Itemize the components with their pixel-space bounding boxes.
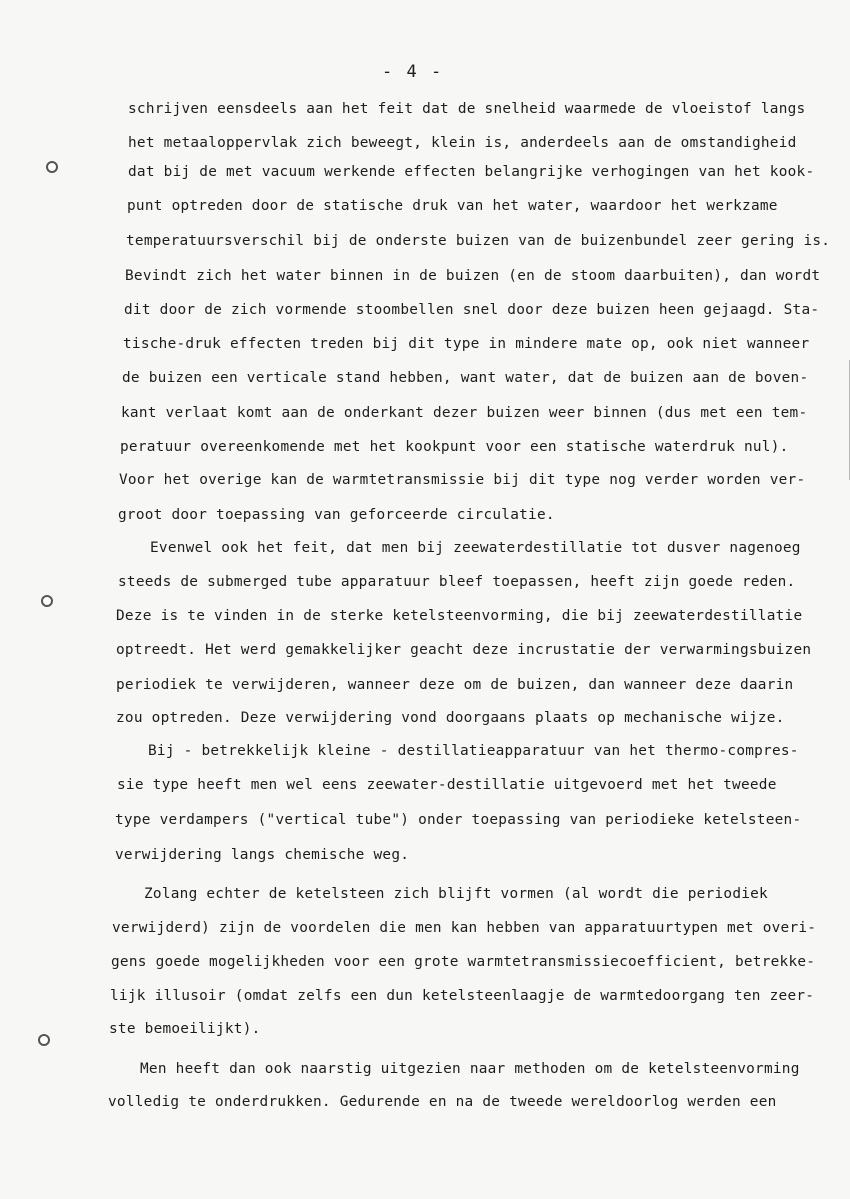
text-line: tische-druk effecten treden bij dit type in mindere mate op, ook niet wanneer xyxy=(123,336,810,352)
text-line: periodiek te verwijderen, wanneer deze om de buizen, dan wanneer deze daarin xyxy=(116,677,794,693)
text-line: volledig te onderdrukken. Gedurende en na de tweede wereldoorlog werden een xyxy=(108,1094,777,1110)
text-line: groot door toepassing van geforceerde circulatie. xyxy=(118,507,555,523)
text-line: punt optreden door de statische druk van het water, waardoor het werkzame xyxy=(127,198,778,214)
text-line: Bij - betrekkelijk kleine - destillatieapparatuur van het thermo-compres- xyxy=(148,743,799,759)
text-line: Voor het overige kan de warmtetransmissie bij dit type nog verder worden ver- xyxy=(119,472,806,488)
text-line: ste bemoeilijkt). xyxy=(109,1021,261,1037)
text-line: verwijderd) zijn de voordelen die men kan hebben van apparatuurtypen met overi- xyxy=(112,920,817,936)
text-line: sie type heeft men wel eens zeewater-destillatie uitgevoerd met het tweede xyxy=(117,777,777,793)
text-line: schrijven eensdeels aan het feit dat de snelheid waarmede de vloeistof langs xyxy=(128,101,806,117)
text-line: dat bij de met vacuum werkende effecten belangrijke verhogingen van het kook- xyxy=(128,164,815,180)
punch-hole xyxy=(46,161,58,173)
text-line: Evenwel ook het feit, dat men bij zeewaterdestillatie tot dusver nagenoeg xyxy=(150,540,801,556)
text-line: zou optreden. Deze verwijdering vond doorgaans plaats op mechanische wijze. xyxy=(116,710,785,726)
punch-hole xyxy=(41,595,53,607)
text-line: Bevindt zich het water binnen in de buizen (en de stoom daarbuiten), dan wordt xyxy=(125,268,821,284)
text-line: kant verlaat komt aan de onderkant dezer buizen weer binnen (dus met een tem- xyxy=(121,405,808,421)
text-line: peratuur overeenkomende met het kookpunt voor een statische waterdruk nul). xyxy=(120,439,789,455)
text-line: lijk illusoir (omdat zelfs een dun ketelsteenlaagje de warmtedoorgang ten zeer- xyxy=(110,988,815,1004)
page-number: - 4 - xyxy=(382,62,444,82)
text-line: temperatuursverschil bij de onderste buizen van de buizenbundel zeer gering is. xyxy=(126,233,831,249)
text-line: de buizen een verticale stand hebben, want water, dat de buizen aan de boven- xyxy=(122,370,809,386)
text-line: Deze is te vinden in de sterke ketelsteenvorming, die bij zeewaterdestillatie xyxy=(116,608,803,624)
text-line: gens goede mogelijkheden voor een grote warmtetransmissiecoefficient, betrekke- xyxy=(111,954,816,970)
text-line: het metaaloppervlak zich beweegt, klein is, anderdeels aan de omstandigheid xyxy=(128,135,797,151)
text-line: verwijdering langs chemische weg. xyxy=(115,847,410,863)
text-line: optreedt. Het werd gemakkelijker geacht deze incrustatie der verwarmingsbuizen xyxy=(116,642,812,658)
text-line: Zolang echter de ketelsteen zich blijft vormen (al wordt die periodiek xyxy=(144,886,768,902)
text-line: Men heeft dan ook naarstig uitgezien naar methoden om de ketelsteenvorming xyxy=(140,1061,800,1077)
punch-hole xyxy=(38,1034,50,1046)
text-line: type verdampers ("vertical tube") onder toepassing van periodieke ketelsteen- xyxy=(115,812,802,828)
text-line: dit door de zich vormende stoombellen snel door deze buizen heen gejaagd. Sta- xyxy=(124,302,820,318)
text-line: steeds de submerged tube apparatuur bleef toepassen, heeft zijn goede reden. xyxy=(118,574,796,590)
